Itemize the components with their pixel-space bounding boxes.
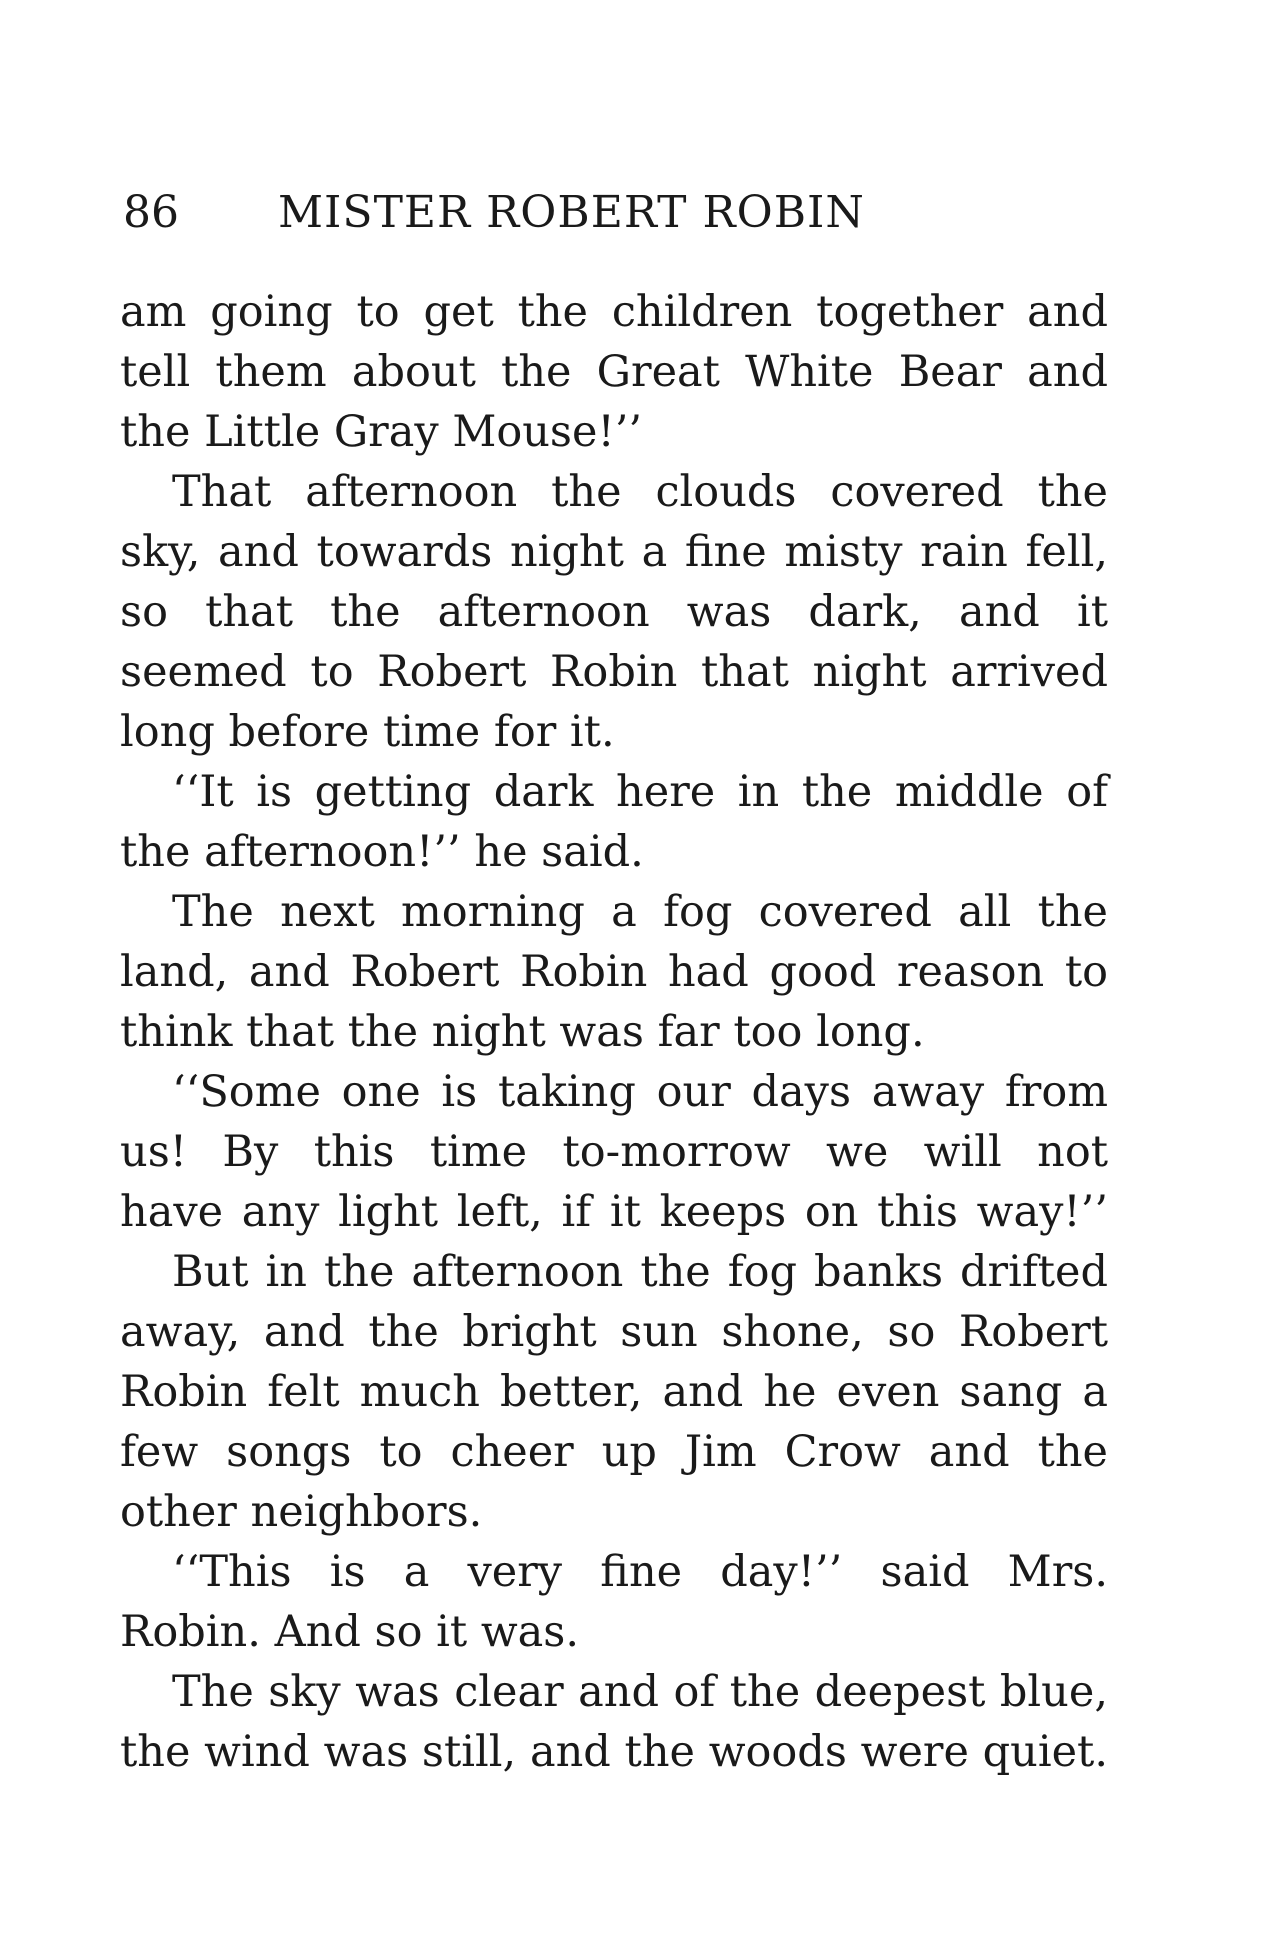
text-line: the afternoon!’’ he said. — [120, 827, 644, 877]
text-line: us! By this time to-morrow we will not — [120, 1127, 1108, 1177]
text-line: But in the afternoon the fog banks drifted — [172, 1247, 1108, 1297]
text-line: the Little Gray Mouse!’’ — [120, 407, 643, 457]
body-text — [120, 282, 1108, 1782]
book-title: MISTER ROBERT ROBIN — [278, 187, 865, 238]
text-line: The sky was clear and of the deepest blue, — [172, 1667, 1108, 1717]
text-line: the wind was still, and the woods were quiet. — [120, 1727, 1108, 1777]
text-line: That afternoon the clouds covered the — [172, 467, 1108, 517]
text-line: land, and Robert Robin had good reason to — [120, 947, 1108, 997]
text-line: have any light left, if it keeps on this way!’’ — [120, 1187, 1108, 1237]
text-line: Robin felt much better, and he even sang a — [120, 1367, 1108, 1417]
text-line: long before time for it. — [120, 707, 615, 757]
text-line: tell them about the Great White Bear and — [120, 347, 1108, 397]
text-line: ‘‘It is getting dark here in the middle of — [172, 767, 1108, 817]
text-line: ‘‘This is a very fine day!’’ said Mrs. — [172, 1547, 1108, 1597]
text-line: few songs to cheer up Jim Crow and the — [120, 1427, 1108, 1477]
text-line: away, and the bright sun shone, so Robert — [120, 1307, 1108, 1357]
text-line: Robin. And so it was. — [120, 1607, 580, 1657]
text-line: The next morning a fog covered all the — [172, 887, 1108, 937]
running-head — [123, 183, 1023, 243]
text-line: so that the afternoon was dark, and it — [120, 587, 1108, 637]
text-line: think that the night was far too long. — [120, 1007, 925, 1057]
text-line: am going to get the children together and — [120, 287, 1108, 337]
page-number: 86 — [123, 187, 179, 238]
text-line: seemed to Robert Robin that night arrived — [120, 647, 1108, 697]
text-line: other neighbors. — [120, 1487, 483, 1537]
text-line: sky, and towards night a fine misty rain fell, — [120, 527, 1108, 577]
text-line: ‘‘Some one is taking our days away from — [172, 1067, 1108, 1117]
